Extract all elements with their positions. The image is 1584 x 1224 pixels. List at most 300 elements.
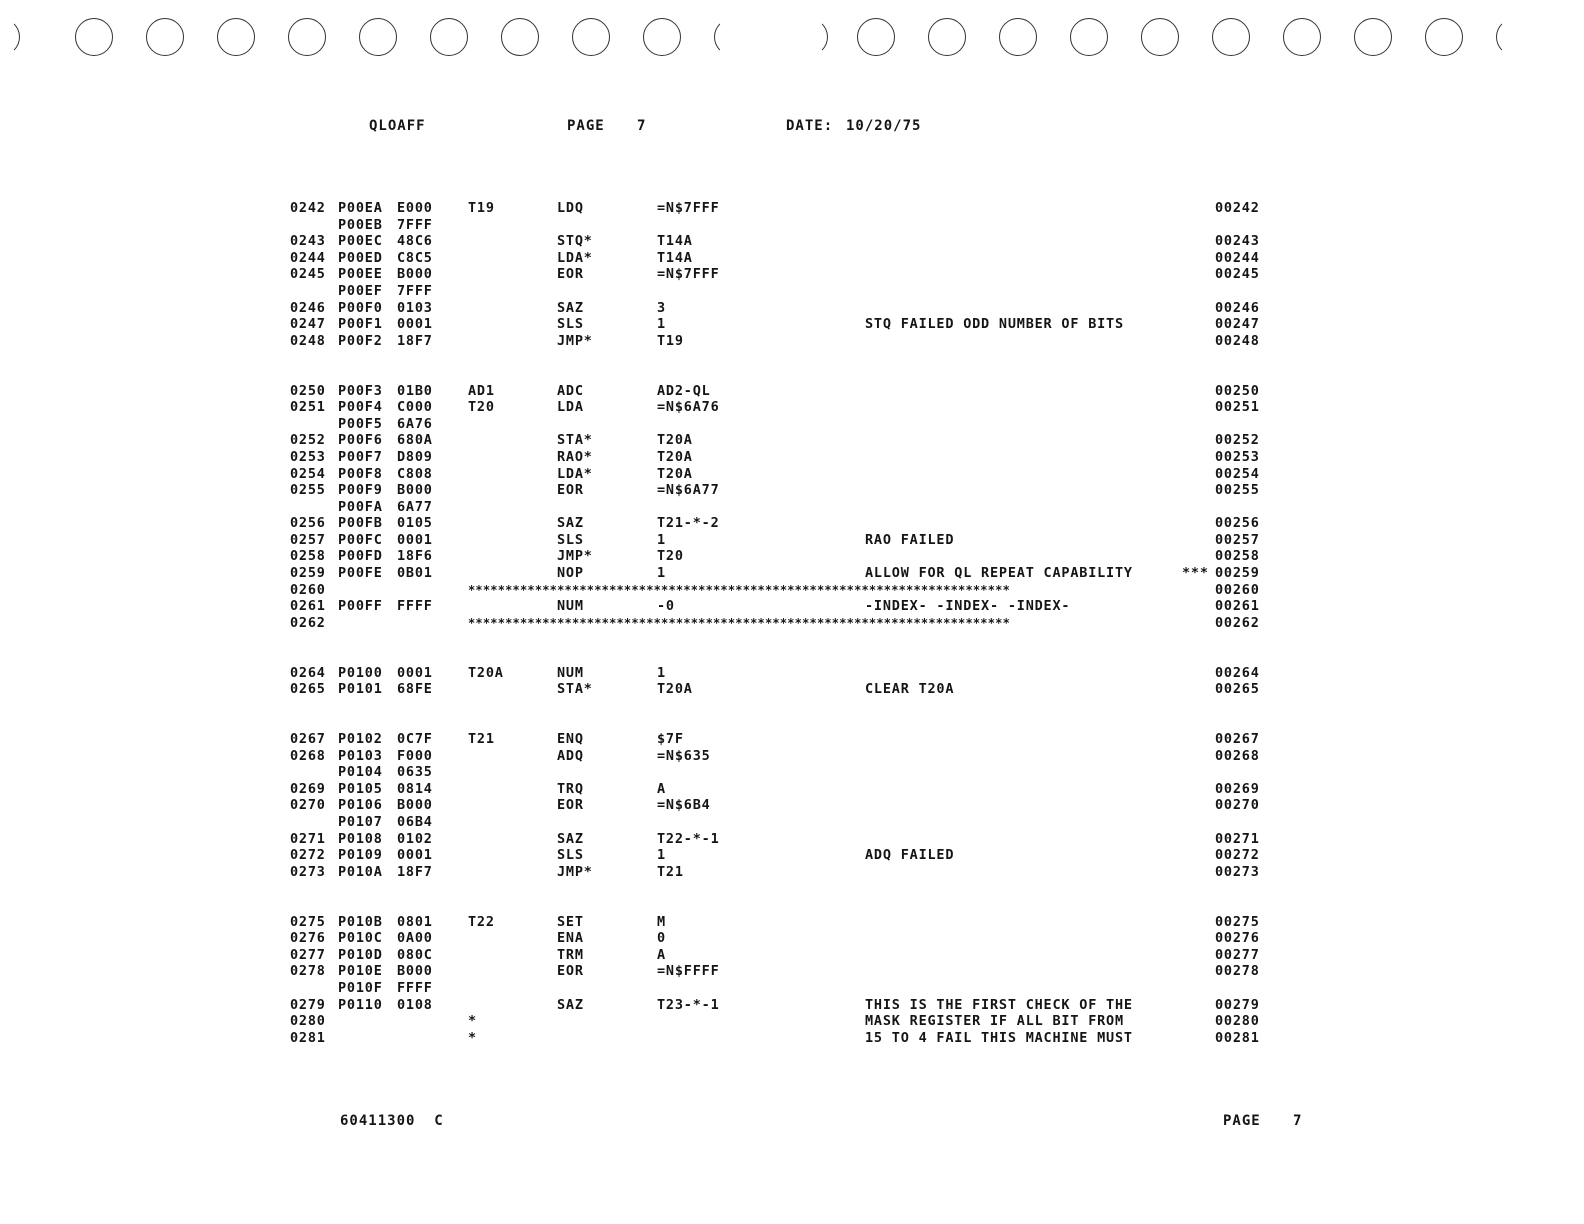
address: P00EA [338, 200, 383, 216]
sequence-number: 00251 [1215, 399, 1260, 416]
listing-line [0, 665, 1584, 682]
listing-line [0, 847, 1584, 864]
sequence-number: 00278 [1215, 963, 1260, 980]
line-number: 0257 [290, 531, 326, 548]
address: P00F2 [338, 332, 383, 349]
object-code: 0635 [397, 764, 433, 781]
assembly-listing [0, 200, 1584, 1046]
line-number: 0253 [290, 448, 326, 465]
opcode: LDA* [557, 465, 593, 482]
sprocket-hole-icon [288, 18, 326, 56]
label-field: T20A [468, 664, 504, 681]
blank-line [0, 880, 1584, 897]
address: P0104 [338, 764, 383, 781]
header-date-label: DATE: [786, 118, 834, 134]
line-number: 0254 [290, 465, 326, 482]
line-number: 0277 [290, 946, 326, 963]
opcode: JMP* [557, 548, 593, 565]
address: P0101 [338, 681, 383, 698]
line-number: 0261 [290, 598, 326, 615]
listing-line [0, 598, 1584, 615]
listing-line [0, 333, 1584, 350]
address: P0103 [338, 747, 383, 764]
object-code: 0814 [397, 780, 433, 797]
object-code: B000 [397, 797, 433, 814]
listing-line [0, 831, 1584, 848]
opcode: SLS [557, 531, 584, 548]
operand: A [657, 780, 666, 797]
line-number: 0264 [290, 664, 326, 681]
object-code: C000 [397, 399, 433, 416]
address: P00F0 [338, 299, 383, 316]
listing-line [0, 963, 1584, 980]
opcode: SAZ [557, 996, 584, 1013]
object-code: 0102 [397, 830, 433, 847]
listing-line [0, 565, 1584, 582]
address: P00F8 [338, 465, 383, 482]
operand: =N$7FFF [657, 266, 720, 283]
address: P0102 [338, 731, 383, 747]
listing-line [0, 283, 1584, 300]
listing-line [0, 797, 1584, 814]
listing-line [0, 449, 1584, 466]
address: P00F3 [338, 382, 383, 399]
sprocket-hole-icon [714, 18, 752, 56]
separator-stars: ************************************************************************* [468, 582, 1010, 597]
sequence-number: 00271 [1215, 830, 1260, 847]
address: P0100 [338, 664, 383, 681]
line-number: 0256 [290, 515, 326, 532]
object-code: B000 [397, 266, 433, 283]
line-number: 0271 [290, 830, 326, 847]
listing-line [0, 748, 1584, 765]
sequence-number: 00264 [1215, 664, 1260, 681]
label-field: T21 [468, 731, 495, 747]
opcode: LDQ [557, 200, 584, 216]
sprocket-hole-icon [146, 18, 184, 56]
listing-line [0, 731, 1584, 748]
sprocket-hole-icon [790, 18, 828, 56]
operand: 0 [657, 930, 666, 947]
comment: 15 TO 4 FAIL THIS MACHINE MUST [865, 1029, 1133, 1046]
line-number: 0251 [290, 399, 326, 416]
object-code: 6A77 [397, 498, 433, 515]
object-code: 0103 [397, 299, 433, 316]
sprocket-hole-icon [928, 18, 966, 56]
listing-line [0, 980, 1584, 997]
address: P0108 [338, 830, 383, 847]
operand: -0 [657, 598, 675, 615]
operand: 3 [657, 299, 666, 316]
sequence-number: 00262 [1215, 614, 1260, 631]
address: P00FF [338, 598, 383, 615]
address: P010F [338, 979, 383, 996]
operand: A [657, 946, 666, 963]
address: P0109 [338, 847, 383, 864]
line-number: 0248 [290, 332, 326, 349]
operand: T23-*-1 [657, 996, 720, 1013]
sequence-number: 00281 [1215, 1029, 1260, 1046]
listing-line [0, 466, 1584, 483]
line-number: 0273 [290, 863, 326, 880]
sequence-number: 00257 [1215, 531, 1260, 548]
operand: T22-*-1 [657, 830, 720, 847]
opcode: JMP* [557, 332, 593, 349]
blank-line [0, 714, 1584, 731]
operand: =N$6B4 [657, 797, 711, 814]
address: P00FE [338, 565, 383, 582]
object-code: 7FFF [397, 282, 433, 299]
sprocket-hole-icon [430, 18, 468, 56]
operand: $7F [657, 731, 684, 747]
sequence-number: 00268 [1215, 747, 1260, 764]
line-number: 0268 [290, 747, 326, 764]
object-code: 0801 [397, 913, 433, 930]
listing-line [0, 947, 1584, 964]
label-field: * [468, 1013, 477, 1030]
comment: MASK REGISTER IF ALL BIT FROM [865, 1013, 1124, 1030]
object-code: 0001 [397, 847, 433, 864]
sprocket-hole-icon [75, 18, 113, 56]
opcode: EOR [557, 266, 584, 283]
opcode: EOR [557, 963, 584, 980]
sequence-number: 00256 [1215, 515, 1260, 532]
sequence-number: 00244 [1215, 249, 1260, 266]
address: P00F7 [338, 448, 383, 465]
sprocket-holes [0, 14, 1584, 66]
line-number: 0279 [290, 996, 326, 1013]
listing-line [0, 582, 1584, 599]
object-code: C8C5 [397, 249, 433, 266]
operand: 1 [657, 565, 666, 582]
document-number: 60411300 C [340, 1113, 444, 1129]
address: P00ED [338, 249, 383, 266]
object-code: FFFF [397, 979, 433, 996]
address: P00FB [338, 515, 383, 532]
sequence-number: 00280 [1215, 1013, 1260, 1030]
operand: T14A [657, 249, 693, 266]
address: P00EB [338, 216, 383, 233]
object-code: 0B01 [397, 565, 433, 582]
line-number: 0242 [290, 200, 326, 216]
label-field: AD1 [468, 382, 495, 399]
address: P00FC [338, 531, 383, 548]
line-number: 0244 [290, 249, 326, 266]
sequence-number: 00242 [1215, 200, 1260, 216]
line-number: 0250 [290, 382, 326, 399]
listing-line [0, 416, 1584, 433]
line-number: 0255 [290, 482, 326, 499]
label-field: T20 [468, 399, 495, 416]
operand: =N$7FFF [657, 200, 720, 216]
operand: T21 [657, 863, 684, 880]
sequence-number: 00252 [1215, 432, 1260, 449]
sequence-number: 00269 [1215, 780, 1260, 797]
header-page-number: 7 [637, 118, 647, 134]
operand: =N$6A77 [657, 482, 720, 499]
sequence-number: 00267 [1215, 731, 1260, 747]
object-code: 0C7F [397, 731, 433, 747]
sprocket-hole-icon [572, 18, 610, 56]
object-code: 7FFF [397, 216, 433, 233]
comment: RAO FAILED [865, 531, 955, 548]
comment: -INDEX- -INDEX- -INDEX- [865, 598, 1071, 615]
opcode: ADC [557, 382, 584, 399]
listing-line [0, 781, 1584, 798]
object-code: 01B0 [397, 382, 433, 399]
listing-line [0, 997, 1584, 1014]
comment: STQ FAILED ODD NUMBER OF BITS [865, 316, 1124, 333]
address: P00FA [338, 498, 383, 515]
sprocket-hole-icon [857, 18, 895, 56]
address: P00F5 [338, 415, 383, 432]
object-code: D809 [397, 448, 433, 465]
line-number: 0245 [290, 266, 326, 283]
listing-line [0, 914, 1584, 931]
line-number: 0246 [290, 299, 326, 316]
operand: T20A [657, 448, 693, 465]
object-code: E000 [397, 200, 433, 216]
object-code: 680A [397, 432, 433, 449]
operand: T21-*-2 [657, 515, 720, 532]
opcode: EOR [557, 482, 584, 499]
line-number: 0243 [290, 233, 326, 250]
object-code: 6A76 [397, 415, 433, 432]
line-number: 0281 [290, 1029, 326, 1046]
opcode: STA* [557, 432, 593, 449]
program-name: QLOAFF [369, 118, 426, 134]
blank-line [0, 648, 1584, 665]
opcode: EOR [557, 797, 584, 814]
line-number: 0270 [290, 797, 326, 814]
operand: =N$FFFF [657, 963, 720, 980]
operand: 1 [657, 664, 666, 681]
header-page-label: PAGE [567, 118, 605, 134]
flag-marker: *** [1182, 565, 1209, 582]
address: P0107 [338, 813, 383, 830]
sequence-number: 00260 [1215, 581, 1260, 598]
footer-page-label: PAGE [1223, 1113, 1261, 1129]
line-number: 0272 [290, 847, 326, 864]
listing-line [0, 532, 1584, 549]
label-field: * [468, 1029, 477, 1046]
address: P0110 [338, 996, 383, 1013]
operand: T20A [657, 432, 693, 449]
opcode: TRM [557, 946, 584, 963]
line-number: 0269 [290, 780, 326, 797]
listing-line [0, 266, 1584, 283]
object-code: 06B4 [397, 813, 433, 830]
listing-line [0, 383, 1584, 400]
sprocket-hole-icon [999, 18, 1037, 56]
line-number: 0258 [290, 548, 326, 565]
operand: T14A [657, 233, 693, 250]
opcode: SAZ [557, 830, 584, 847]
object-code: 0001 [397, 316, 433, 333]
opcode: SET [557, 913, 584, 930]
operand: =N$635 [657, 747, 711, 764]
comment: ADQ FAILED [865, 847, 955, 864]
object-code: 0001 [397, 531, 433, 548]
opcode: SAZ [557, 299, 584, 316]
address: P00FD [338, 548, 383, 565]
line-number: 0262 [290, 614, 326, 631]
address: P00F9 [338, 482, 383, 499]
line-number: 0259 [290, 565, 326, 582]
listing-line [0, 681, 1584, 698]
sprocket-hole-icon [1283, 18, 1321, 56]
listing-line [0, 432, 1584, 449]
object-code: 0105 [397, 515, 433, 532]
line-number: 0275 [290, 913, 326, 930]
label-field: T19 [468, 200, 495, 216]
opcode: TRQ [557, 780, 584, 797]
object-code: 080C [397, 946, 433, 963]
object-code: B000 [397, 482, 433, 499]
object-code: FFFF [397, 598, 433, 615]
operand: 1 [657, 531, 666, 548]
opcode: LDA [557, 399, 584, 416]
opcode: NUM [557, 664, 584, 681]
sequence-number: 00255 [1215, 482, 1260, 499]
opcode: SLS [557, 316, 584, 333]
sequence-number: 00258 [1215, 548, 1260, 565]
line-number: 0265 [290, 681, 326, 698]
address: P00F4 [338, 399, 383, 416]
sprocket-hole-icon [1425, 18, 1463, 56]
listing-line [0, 233, 1584, 250]
opcode: NOP [557, 565, 584, 582]
address: P00EE [338, 266, 383, 283]
operand: T19 [657, 332, 684, 349]
sequence-number: 00254 [1215, 465, 1260, 482]
header-date: 10/20/75 [846, 118, 922, 134]
opcode: STA* [557, 681, 593, 698]
listing-line [0, 399, 1584, 416]
listing-line [0, 764, 1584, 781]
object-code: B000 [397, 963, 433, 980]
listing-line [0, 615, 1584, 632]
operand: T20A [657, 465, 693, 482]
object-code: F000 [397, 747, 433, 764]
address: P010E [338, 963, 383, 980]
address: P00EC [338, 233, 383, 250]
line-number: 0247 [290, 316, 326, 333]
listing-line [0, 814, 1584, 831]
listing-line [0, 548, 1584, 565]
address: P0105 [338, 780, 383, 797]
sprocket-hole-icon [1354, 18, 1392, 56]
object-code: 0A00 [397, 930, 433, 947]
listing-line [0, 200, 1584, 217]
object-code: 18F7 [397, 863, 433, 880]
opcode: SLS [557, 847, 584, 864]
sequence-number: 00250 [1215, 382, 1260, 399]
object-code: 48C6 [397, 233, 433, 250]
sequence-number: 00246 [1215, 299, 1260, 316]
comment: CLEAR T20A [865, 681, 955, 698]
address: P00F6 [338, 432, 383, 449]
blank-line [0, 366, 1584, 383]
listing-line [0, 217, 1584, 234]
listing-line [0, 499, 1584, 516]
address: P010C [338, 930, 383, 947]
opcode: RAO* [557, 448, 593, 465]
blank-line [0, 698, 1584, 715]
blank-line [0, 349, 1584, 366]
blank-line [0, 897, 1584, 914]
object-code: 68FE [397, 681, 433, 698]
line-number: 0276 [290, 930, 326, 947]
sequence-number: 00245 [1215, 266, 1260, 283]
opcode: STQ* [557, 233, 593, 250]
sprocket-hole-icon [1212, 18, 1250, 56]
listing-line [0, 250, 1584, 267]
line-number: 0252 [290, 432, 326, 449]
opcode: NUM [557, 598, 584, 615]
address: P00F1 [338, 316, 383, 333]
listing-line [0, 482, 1584, 499]
object-code: 0108 [397, 996, 433, 1013]
operand: 1 [657, 847, 666, 864]
opcode: ENA [557, 930, 584, 947]
operand: AD2-QL [657, 382, 711, 399]
listing-line [0, 515, 1584, 532]
separator-stars: ************************************************************************* [468, 615, 1010, 630]
sprocket-hole-icon [501, 18, 539, 56]
address: P010D [338, 946, 383, 963]
footer-page-number: 7 [1293, 1113, 1303, 1129]
operand: 1 [657, 316, 666, 333]
sequence-number: 00261 [1215, 598, 1260, 615]
address: P010A [338, 863, 383, 880]
listing-line [0, 300, 1584, 317]
sprocket-hole-icon [359, 18, 397, 56]
sequence-number: 00265 [1215, 681, 1260, 698]
line-number: 0260 [290, 581, 326, 598]
line-number: 0280 [290, 1013, 326, 1030]
listing-line [0, 930, 1584, 947]
operand: T20A [657, 681, 693, 698]
listing-line [0, 316, 1584, 333]
sequence-number: 00270 [1215, 797, 1260, 814]
sprocket-hole-icon [1070, 18, 1108, 56]
sprocket-hole-icon [643, 18, 681, 56]
address: P0106 [338, 797, 383, 814]
listing-line [0, 864, 1584, 881]
sequence-number: 00277 [1215, 946, 1260, 963]
listing-line [0, 1030, 1584, 1047]
object-code: 0001 [397, 664, 433, 681]
sprocket-hole-icon [0, 18, 20, 56]
object-code: C808 [397, 465, 433, 482]
operand: M [657, 913, 666, 930]
address: P00EF [338, 282, 383, 299]
listing-line [0, 1013, 1584, 1030]
opcode: SAZ [557, 515, 584, 532]
sequence-number: 00279 [1215, 996, 1260, 1013]
sequence-number: 00273 [1215, 863, 1260, 880]
sequence-number: 00253 [1215, 448, 1260, 465]
operand: =N$6A76 [657, 399, 720, 416]
sequence-number: 00272 [1215, 847, 1260, 864]
sequence-number: 00247 [1215, 316, 1260, 333]
address: P010B [338, 913, 383, 930]
comment: ALLOW FOR QL REPEAT CAPABILITY [865, 565, 1133, 582]
sprocket-hole-icon [217, 18, 255, 56]
opcode: ENQ [557, 731, 584, 747]
label-field: T22 [468, 913, 495, 930]
